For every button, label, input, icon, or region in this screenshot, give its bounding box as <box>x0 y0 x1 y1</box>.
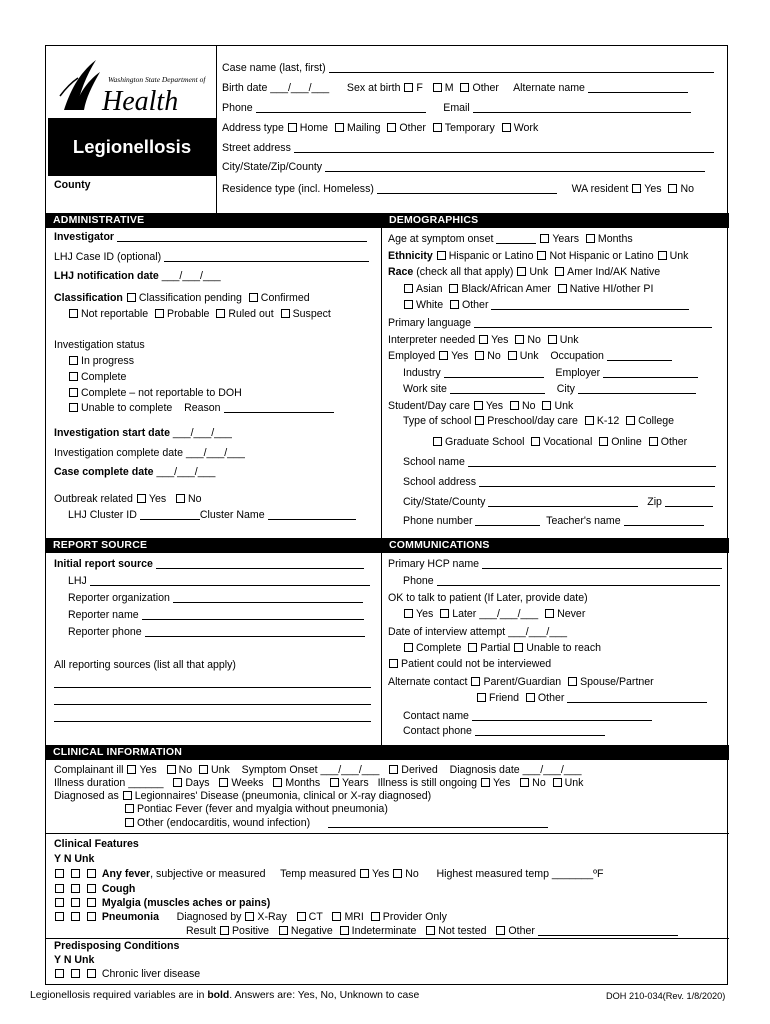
race-row-3: White Other <box>403 299 689 311</box>
industry-input[interactable] <box>444 367 544 378</box>
race-white-checkbox[interactable] <box>404 300 413 309</box>
school-type-row-2: Graduate School Vocational Online Other <box>432 436 687 448</box>
school-other-checkbox[interactable] <box>649 437 658 446</box>
outbreak-yes-checkbox[interactable] <box>137 494 146 503</box>
addr-other-checkbox[interactable] <box>387 123 396 132</box>
ill-yes-checkbox[interactable] <box>127 765 136 774</box>
lhj-input[interactable] <box>90 575 370 586</box>
classification-row-2: Not reportable Probable Ruled out Suspect <box>68 308 331 320</box>
reporter-phone-input[interactable] <box>145 626 365 637</box>
alt-other-checkbox[interactable] <box>526 693 535 702</box>
alt-friend-checkbox[interactable] <box>477 693 486 702</box>
form-id: DOH 210-034(Rev. 1/8/2020) <box>606 991 726 1001</box>
phone-input[interactable] <box>256 102 426 113</box>
lhj-case-id-input[interactable] <box>164 251 369 262</box>
dx-by-provider-checkbox[interactable] <box>371 912 380 921</box>
footer-note: Legionellosis required variables are in bold. Answers are: Yes, No, Unknown to case <box>30 990 420 1001</box>
talk-later-checkbox[interactable] <box>440 609 449 618</box>
diagnosed-as-row: Diagnosed as Legionnaires' Disease (pneumonia, clinical or X-ray diagnosed) <box>54 790 432 802</box>
street-input[interactable] <box>294 142 714 153</box>
outbreak-no-checkbox[interactable] <box>176 494 185 503</box>
sex-other-checkbox[interactable] <box>460 83 469 92</box>
class-probable-checkbox[interactable] <box>155 309 164 318</box>
ethnicity-row: Ethnicity Hispanic or Latino Not Hispanic or Latino Unk <box>388 250 689 262</box>
dx-pontiac-row: Pontiac Fever (fever and myalgia without pneumonia) <box>124 803 388 815</box>
contact-phone-row: Contact phone <box>403 725 605 737</box>
dx-other-row: Other (endocarditis, wound infection) <box>124 817 548 829</box>
employer-input[interactable] <box>603 367 698 378</box>
student-no-checkbox[interactable] <box>510 401 519 410</box>
dx-pontiac-checkbox[interactable] <box>125 804 134 813</box>
interpreter-no-checkbox[interactable] <box>515 335 524 344</box>
duration-row: Illness duration ______ Days Weeks Months Years Illness is still ongoing Yes No Unk <box>54 777 584 789</box>
employed-row: Employed Yes No Unk Occupation <box>388 350 672 362</box>
school-city-input[interactable] <box>488 496 638 507</box>
class-not-reportable-checkbox[interactable] <box>69 309 78 318</box>
residence-row: Residence type (incl. Homeless) WA resident Yes No <box>222 183 694 195</box>
classification-row: Classification Classification pending Confirmed <box>54 292 310 304</box>
wa-resident-no-checkbox[interactable] <box>668 184 677 193</box>
occupation-input[interactable] <box>607 350 672 361</box>
language-row: Primary language <box>388 317 712 329</box>
race-asian-checkbox[interactable] <box>404 284 413 293</box>
school-name-input[interactable] <box>468 456 716 467</box>
class-suspect-checkbox[interactable] <box>281 309 290 318</box>
temp-no-checkbox[interactable] <box>393 869 402 878</box>
graduate-checkbox[interactable] <box>433 437 442 446</box>
status-in-progress: In progress <box>68 355 134 367</box>
section-header-demographics: DEMOGRAPHICS <box>382 213 729 228</box>
alt-parent-checkbox[interactable] <box>471 677 480 686</box>
cough-row: Cough <box>54 883 135 895</box>
birth-row: Birth date ___/___/___ Sex at birth F M Other Alternate name <box>222 82 688 94</box>
reporter-org-row: Reporter organization <box>68 592 363 604</box>
initial-source-input[interactable] <box>156 558 364 569</box>
race-other-input[interactable] <box>491 299 689 310</box>
dx-by-ct-checkbox[interactable] <box>297 912 306 921</box>
interview-date-row: Date of interview attempt ___/___/___ <box>388 626 568 638</box>
dx-by-mri-checkbox[interactable] <box>332 912 341 921</box>
liver-unk-checkbox[interactable] <box>87 969 96 978</box>
pneumonia-unk-checkbox[interactable] <box>87 912 96 921</box>
investigation-start-row: Investigation start date ___/___/___ <box>54 427 232 439</box>
chronic-liver-row: Chronic liver disease <box>54 968 200 980</box>
result-row: Result Positive Negative Indeterminate Not tested Other <box>186 925 678 937</box>
cough-y-checkbox[interactable] <box>55 884 64 893</box>
interpreter-unk-checkbox[interactable] <box>548 335 557 344</box>
student-yes-checkbox[interactable] <box>474 401 483 410</box>
ill-unk-checkbox[interactable] <box>199 765 208 774</box>
employed-unk-checkbox[interactable] <box>508 351 517 360</box>
addr-temporary-checkbox[interactable] <box>433 123 442 132</box>
alternate-name-input[interactable] <box>588 82 688 93</box>
online-checkbox[interactable] <box>599 437 608 446</box>
school-name-row: School name <box>403 456 716 468</box>
section-header-administrative: ADMINISTRATIVE <box>46 213 381 228</box>
lhj-row: LHJ <box>68 575 370 587</box>
temp-yes-checkbox[interactable] <box>360 869 369 878</box>
fever-n-checkbox[interactable] <box>71 869 80 878</box>
fever-unk-checkbox[interactable] <box>87 869 96 878</box>
result-negative-checkbox[interactable] <box>279 926 288 935</box>
ok-to-talk-row: Yes Later ___/___/___ Never <box>403 608 585 620</box>
school-zip-input[interactable] <box>665 496 713 507</box>
sex-m-checkbox[interactable] <box>433 83 442 92</box>
email-input[interactable] <box>473 102 691 113</box>
myalgia-n-checkbox[interactable] <box>71 898 80 907</box>
onset-derived-checkbox[interactable] <box>389 765 398 774</box>
status-complete-nr-checkbox[interactable] <box>69 388 78 397</box>
duration-years-checkbox[interactable] <box>330 778 339 787</box>
preschool-checkbox[interactable] <box>475 416 484 425</box>
liver-y-checkbox[interactable] <box>55 969 64 978</box>
reporter-name-input[interactable] <box>142 609 364 620</box>
class-pending-checkbox[interactable] <box>127 293 136 302</box>
dx-by-xray-checkbox[interactable] <box>245 912 254 921</box>
ongoing-yes-checkbox[interactable] <box>481 778 490 787</box>
predisposing-divider <box>46 938 729 939</box>
class-ruled-out-checkbox[interactable] <box>216 309 225 318</box>
dx-other-checkbox[interactable] <box>125 818 134 827</box>
wa-resident-yes-checkbox[interactable] <box>632 184 641 193</box>
investigator-input[interactable] <box>117 231 367 242</box>
hcp-phone-input[interactable] <box>437 575 720 586</box>
could-not-interview-checkbox[interactable] <box>389 659 398 668</box>
cluster-name-input[interactable] <box>268 509 356 520</box>
alt-spouse-checkbox[interactable] <box>568 677 577 686</box>
address-type-row: Address type Home Mailing Other Temporary Work <box>222 122 539 134</box>
duration-months-checkbox[interactable] <box>273 778 282 787</box>
race-native-hi-checkbox[interactable] <box>558 284 567 293</box>
school-type-row: Type of school Preschool/day care K-12 College <box>403 415 675 427</box>
race-amer-ind-checkbox[interactable] <box>555 267 564 276</box>
could-not-row: Patient could not be interviewed <box>388 658 551 670</box>
status-complete-checkbox[interactable] <box>69 372 78 381</box>
reporter-org-input[interactable] <box>173 592 363 603</box>
city-row: City/State/Zip/County <box>222 161 705 173</box>
all-sources-line-2[interactable] <box>54 704 371 705</box>
dx-other-input[interactable] <box>328 817 548 828</box>
work-site-row: Work site City <box>403 383 696 395</box>
school-phone-input[interactable] <box>475 515 540 526</box>
school-address-input[interactable] <box>479 476 715 487</box>
initial-source-row: Initial report source <box>54 558 364 570</box>
interview-unable-checkbox[interactable] <box>514 643 523 652</box>
investigator-row: Investigator <box>54 231 367 243</box>
doh-logo <box>56 52 206 114</box>
reporter-name-row: Reporter name <box>68 609 364 621</box>
alternate-contact-row-2: Friend Other <box>476 692 707 704</box>
school-address-row: School address <box>403 476 715 488</box>
addr-home-checkbox[interactable] <box>288 123 297 132</box>
teacher-name-input[interactable] <box>624 515 704 526</box>
age-years-checkbox[interactable] <box>540 234 549 243</box>
cough-unk-checkbox[interactable] <box>87 884 96 893</box>
lhj-notification-row: LHJ notification date ___/___/___ <box>54 270 221 282</box>
clinical-features-title: Clinical Features <box>54 838 139 850</box>
county-label: County <box>54 179 91 191</box>
hcp-phone-row: Phone <box>403 575 720 587</box>
contact-phone-input[interactable] <box>475 725 605 736</box>
work-site-input[interactable] <box>450 383 545 394</box>
race-black-checkbox[interactable] <box>449 284 458 293</box>
hcp-row: Primary HCP name <box>388 558 722 570</box>
residence-input[interactable] <box>377 183 557 194</box>
student-unk-checkbox[interactable] <box>542 401 551 410</box>
myalgia-unk-checkbox[interactable] <box>87 898 96 907</box>
school-city-row: City/State/County Zip <box>403 496 713 508</box>
predisposing-ynu-header: Y N Unk <box>54 954 95 966</box>
fever-row: Any fever, subjective or measured Temp measured Yes No Highest measured temp _______ºF <box>54 868 604 880</box>
ethnicity-unk-checkbox[interactable] <box>658 251 667 260</box>
employed-no-checkbox[interactable] <box>475 351 484 360</box>
fever-y-checkbox[interactable] <box>55 869 64 878</box>
pneumonia-row: Pneumonia Diagnosed by X-Ray CT MRI Provider Only <box>54 911 447 923</box>
vocational-checkbox[interactable] <box>531 437 540 446</box>
status-complete: Complete <box>68 371 126 383</box>
race-other-checkbox[interactable] <box>450 300 459 309</box>
duration-weeks-checkbox[interactable] <box>219 778 228 787</box>
section-header-communications: COMMUNICATIONS <box>382 538 729 553</box>
result-positive-checkbox[interactable] <box>220 926 229 935</box>
ongoing-unk-checkbox[interactable] <box>553 778 562 787</box>
status-unable: Unable to complete Reason <box>68 402 334 414</box>
interpreter-row: Interpreter needed Yes No Unk <box>388 334 579 346</box>
case-report-form <box>45 45 728 985</box>
contact-name-input[interactable] <box>472 710 652 721</box>
addr-mailing-checkbox[interactable] <box>335 123 344 132</box>
age-input[interactable] <box>496 233 536 244</box>
header-divider <box>216 46 217 213</box>
phone-row: Phone Email <box>222 102 691 114</box>
dx-legionnaires-checkbox[interactable] <box>123 791 132 800</box>
pneumonia-y-checkbox[interactable] <box>55 912 64 921</box>
all-sources-label: All reporting sources (list all that apply) <box>54 659 236 671</box>
investigation-complete-row: Investigation complete date ___/___/___ <box>54 447 245 459</box>
school-phone-row: Phone number Teacher's name <box>403 515 704 527</box>
class-confirmed-checkbox[interactable] <box>249 293 258 302</box>
predisposing-title: Predisposing Conditions <box>54 940 180 952</box>
all-sources-line-1[interactable] <box>54 687 371 688</box>
addr-work-checkbox[interactable] <box>502 123 511 132</box>
myalgia-row: Myalgia (muscles aches or pains) <box>54 897 270 909</box>
language-input[interactable] <box>474 317 712 328</box>
result-other-checkbox[interactable] <box>496 926 505 935</box>
liver-n-checkbox[interactable] <box>71 969 80 978</box>
status-complete-nr: Complete – not reportable to DOH <box>68 387 242 399</box>
form-title: Legionellosis <box>48 118 216 176</box>
column-divider <box>381 213 382 750</box>
alt-other-input[interactable] <box>567 692 707 703</box>
result-other-input[interactable] <box>538 925 678 936</box>
outbreak-row: Outbreak related Yes No <box>54 493 202 505</box>
work-city-input[interactable] <box>578 383 696 394</box>
case-name-input[interactable] <box>329 62 714 73</box>
logo-word: Health <box>102 86 179 114</box>
sex-f-checkbox[interactable] <box>404 83 413 92</box>
cough-n-checkbox[interactable] <box>71 884 80 893</box>
interview-result-row: Complete Partial Unable to reach <box>403 642 601 654</box>
talk-yes-checkbox[interactable] <box>404 609 413 618</box>
case-complete-row: Case complete date ___/___/___ <box>54 466 216 478</box>
employed-yes-checkbox[interactable] <box>439 351 448 360</box>
result-not-tested-checkbox[interactable] <box>426 926 435 935</box>
section-header-report-source: REPORT SOURCE <box>46 538 381 553</box>
cluster-row: LHJ Cluster ID Cluster Name <box>68 509 356 521</box>
lhj-case-id-row: LHJ Case ID (optional) <box>54 251 369 263</box>
street-row: Street address <box>222 142 714 154</box>
race-row: Race (check all that apply) Unk Amer Ind/AK Native <box>388 266 661 278</box>
not-hispanic-checkbox[interactable] <box>537 251 546 260</box>
age-months-checkbox[interactable] <box>586 234 595 243</box>
status-in-progress-checkbox[interactable] <box>69 356 78 365</box>
all-sources-line-3[interactable] <box>54 721 371 722</box>
city-input[interactable] <box>325 161 705 172</box>
alternate-contact-row: Alternate contact Parent/Guardian Spouse/Partner <box>388 676 654 688</box>
ynu-header: Y N Unk <box>54 853 95 865</box>
ill-no-checkbox[interactable] <box>167 765 176 774</box>
k12-checkbox[interactable] <box>585 416 594 425</box>
investigation-status-label: Investigation status <box>54 339 145 351</box>
result-indeterminate-checkbox[interactable] <box>340 926 349 935</box>
talk-never-checkbox[interactable] <box>545 609 554 618</box>
interview-partial-checkbox[interactable] <box>468 643 477 652</box>
ok-to-talk-label: OK to talk to patient (If Later, provide date) <box>388 592 588 604</box>
student-row: Student/Day care Yes No Unk <box>388 400 574 412</box>
clinical-divider <box>46 833 729 834</box>
case-name-row: Case name (last, first) <box>222 62 714 74</box>
pneumonia-n-checkbox[interactable] <box>71 912 80 921</box>
logo-agency: Washington State Department of <box>108 75 206 84</box>
race-unk-checkbox[interactable] <box>517 267 526 276</box>
reason-input[interactable] <box>224 402 334 413</box>
hcp-input[interactable] <box>482 558 722 569</box>
myalgia-y-checkbox[interactable] <box>55 898 64 907</box>
hispanic-checkbox[interactable] <box>437 251 446 260</box>
interview-complete-checkbox[interactable] <box>404 643 413 652</box>
college-checkbox[interactable] <box>626 416 635 425</box>
cluster-id-input[interactable] <box>140 509 200 520</box>
age-onset-row: Age at symptom onset Years Months <box>388 233 633 245</box>
interpreter-yes-checkbox[interactable] <box>479 335 488 344</box>
race-row-2: Asian Black/African Amer Native HI/other PI <box>403 283 653 295</box>
duration-days-checkbox[interactable] <box>173 778 182 787</box>
status-unable-checkbox[interactable] <box>69 403 78 412</box>
section-header-clinical: CLINICAL INFORMATION <box>46 745 729 760</box>
reporter-phone-row: Reporter phone <box>68 626 365 638</box>
industry-row: Industry Employer <box>403 367 698 379</box>
ongoing-no-checkbox[interactable] <box>520 778 529 787</box>
contact-name-row: Contact name <box>403 710 652 722</box>
complainant-row: Complainant ill Yes No Unk Symptom Onset ___/___/___ Derived Diagnosis date ___/___/___ <box>54 764 582 776</box>
